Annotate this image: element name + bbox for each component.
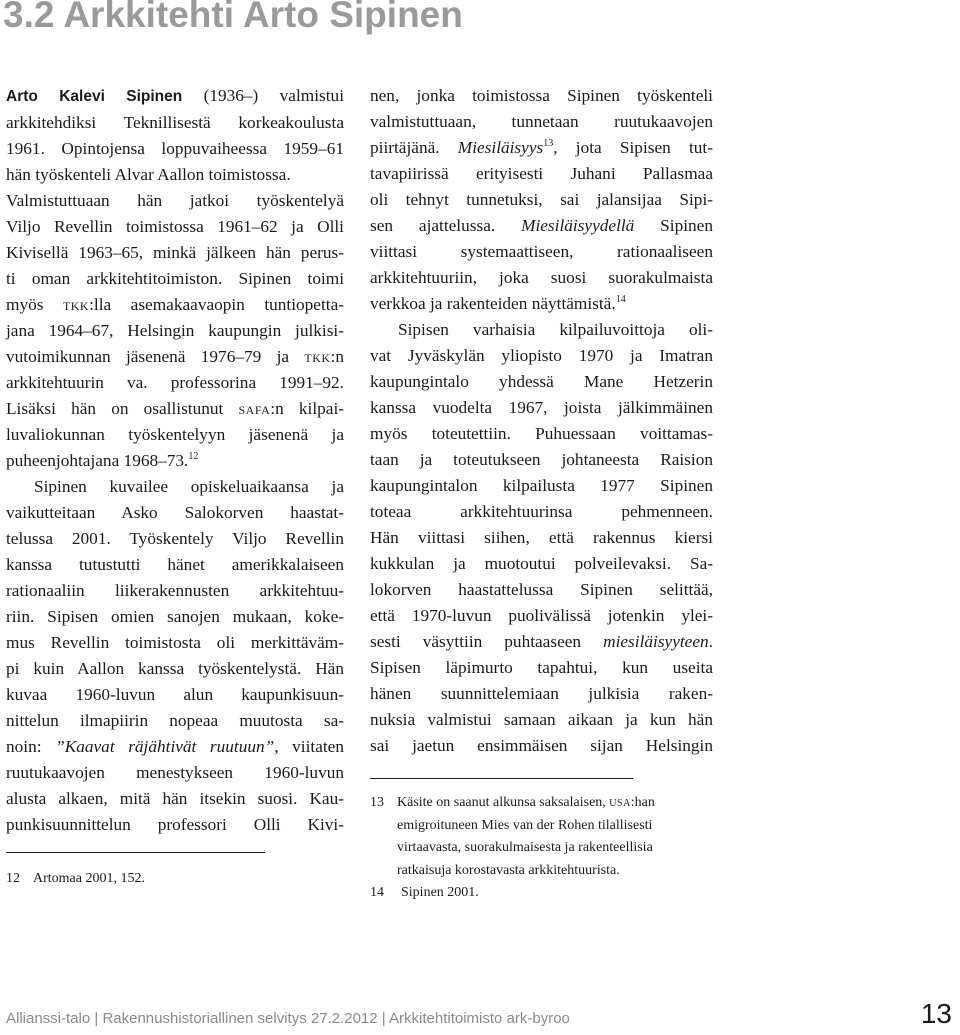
footer-firm: Arkkitehtitoimisto ark-byroo: [389, 1010, 570, 1027]
abbr-safa: safa: [238, 399, 271, 418]
paragraph-education: Sipinen kuvailee opiskeluaikaansa ja vaikutteitaan Asko Salokorven haastat- telussa 2001. Työskentely Viljo Revellin kanssa tutustutti hänet amerikkalaiseen rationaaliin liikerakennusten arkkitehtuu- riin. Sipisen omien sanojen mukaan, koke- mus Revellin toimistosta oli merkittäväm- pi kuin Aallon kanssa työskentelystä. Hän kuvaa 1960-luvun alun kaupunkisuun- nittelun ilmapiirin nopeaa muutosta sa- noin: ”Kaavat räjähtivät ruutuun”, viitaten ruutukaavojen menestykseen 1960-luvun alusta alkaen, mitä hän itsekin suosi. Kau- punkisuunnittelun professori Olli Kivi-: [6, 477, 344, 834]
footnote-divider-right: [370, 778, 633, 779]
paragraph-bio: Arto Kalevi Sipinen (1936–) valmistui arkkitehdiksi Teknillisestä korkeakoulusta 1961. Opintojensa loppuvaiheessa 1959–61 hän työskenteli Alvar Aallon toimistossa. Valmistuttuaan hän jatkoi työskentelyä Viljo Revellin toimistossa 1961–62 ja Olli Kivisellä 1963–65, minkä jälkeen hän perus- ti oman arkkitehtitoimiston. Sipinen toimi myös tkk:lla asemakaavaopin tuntiopetta- jana 1964–67, Helsingin kaupungin julkisi- vutoimikunnan jäsenenä 1976–79 ja tkk:n arkkitehtuurin va. professorina 1991–92. Lisäksi hän on osallistunut safa:n kilpai- luvaliokunnan työskentelyyn jäsenenä ja puheenjohtajana 1968–73.12: [6, 86, 345, 470]
footnote-divider-left: [6, 852, 265, 853]
page-heading: 3.2 Arkkitehti Arto Sipinen: [3, 0, 463, 35]
footer-project: Allianssi-talo: [6, 1010, 91, 1027]
footnote-text: Sipinen 2001.: [401, 885, 479, 900]
footnote-ref-13: 13: [543, 138, 554, 150]
term-miesilaisyys: Miesiläisyys: [457, 138, 544, 157]
footnote-number: 12: [6, 871, 20, 886]
footnote-text: Artomaa 2001, 152.: [33, 871, 145, 886]
footnote-number: 13: [370, 795, 384, 810]
term-miesilaisyydella: Miesiläisyydellä: [521, 216, 635, 235]
author-name: Arto Kalevi Sipinen: [6, 88, 183, 105]
footnote-14: [370, 882, 479, 905]
footnote-12: [6, 868, 145, 891]
page-footer: [6, 1010, 570, 1027]
footer-report: Rakennushistoriallinen selvitys 27.2.2012: [102, 1010, 378, 1027]
footnote-number: 14: [370, 885, 384, 900]
paragraph-miesilaisyys: nen, jonka toimistossa Sipinen työskenteli valmistuttuaan, tunnetaan ruutukaavojen piirtäjänä. Miesiläisyys$^{13}$, jota Sipisen tut- tavapiirissä erityisesti Juhani Pallasmaa oli tehnyt tunnetuksi, sai jalansijaa Sipi- sen ajattelussa. Miesiläisyydellä Sipinen viittasi systemaattiseen, rationaaliseen arkkitehtuuriin, joka suosi suorakulmaista verkkoa ja rakenteiden näyttämistä.$^{14}$: [370, 86, 713, 313]
term-miesilaisyyteen: miesiläisyyteen: [603, 632, 709, 651]
paragraph-competitions: Sipisen varhaisia kilpailuvoittoja oli- vat Jyväskylän yliopisto 1970 ja Imatran kaupungintalo yhdessä Mane Hetzerin kanssa vuodelta 1967, joista jälkimmäinen myös toteutettiin. Puhuessaan voittamas- taan ja toteutukseen johtaneesta Raision kaupungintalon kilpailusta 1977 Sipinen toteaa arkkitehtuurinsa pehmenneen. Hän viittasi siihen, että rakennus kiersi kukkulan ja muotoutui polveilevaksi. Sa- lokorven haastattelussa Sipinen selittää, että 1970-luvun puolivälissä jotenkin ylei- sesti väsyttiin puhtaaseen miesiläisyyteen. Sipisen läpimurto tapahtui, kun useita hänen suunnittelemiaan julkisia raken- nuksia valmistui samaan aikaan ja kun hän sai jaetun ensimmäisen sijan Helsingin: [370, 320, 713, 755]
footer-separator: |: [90, 1010, 103, 1027]
footnote-ref-12: 12: [188, 451, 199, 463]
quote-kaavat: ”Kaavat räjähtivät ruutuun”: [55, 737, 275, 756]
right-column: [370, 83, 713, 759]
footnote-13: 13 Käsite on saanut alkunsa saksalaisen, usa:han emigroituneen Mies van der Rohen tilallisesti virtaavasta, suorakulmaisesta ja rakenteellisia ratkaisuja korostavasta arkkitehtuurista.: [370, 792, 655, 882]
footer-separator: |: [377, 1010, 390, 1027]
footnote-ref-14: 14: [615, 294, 626, 306]
abbr-tkk: tkk: [62, 295, 90, 314]
left-column: [6, 83, 344, 838]
abbr-tkk: tkk: [304, 347, 331, 366]
abbr-usa: usa: [609, 795, 631, 810]
page-number: 13: [920, 998, 952, 1029]
